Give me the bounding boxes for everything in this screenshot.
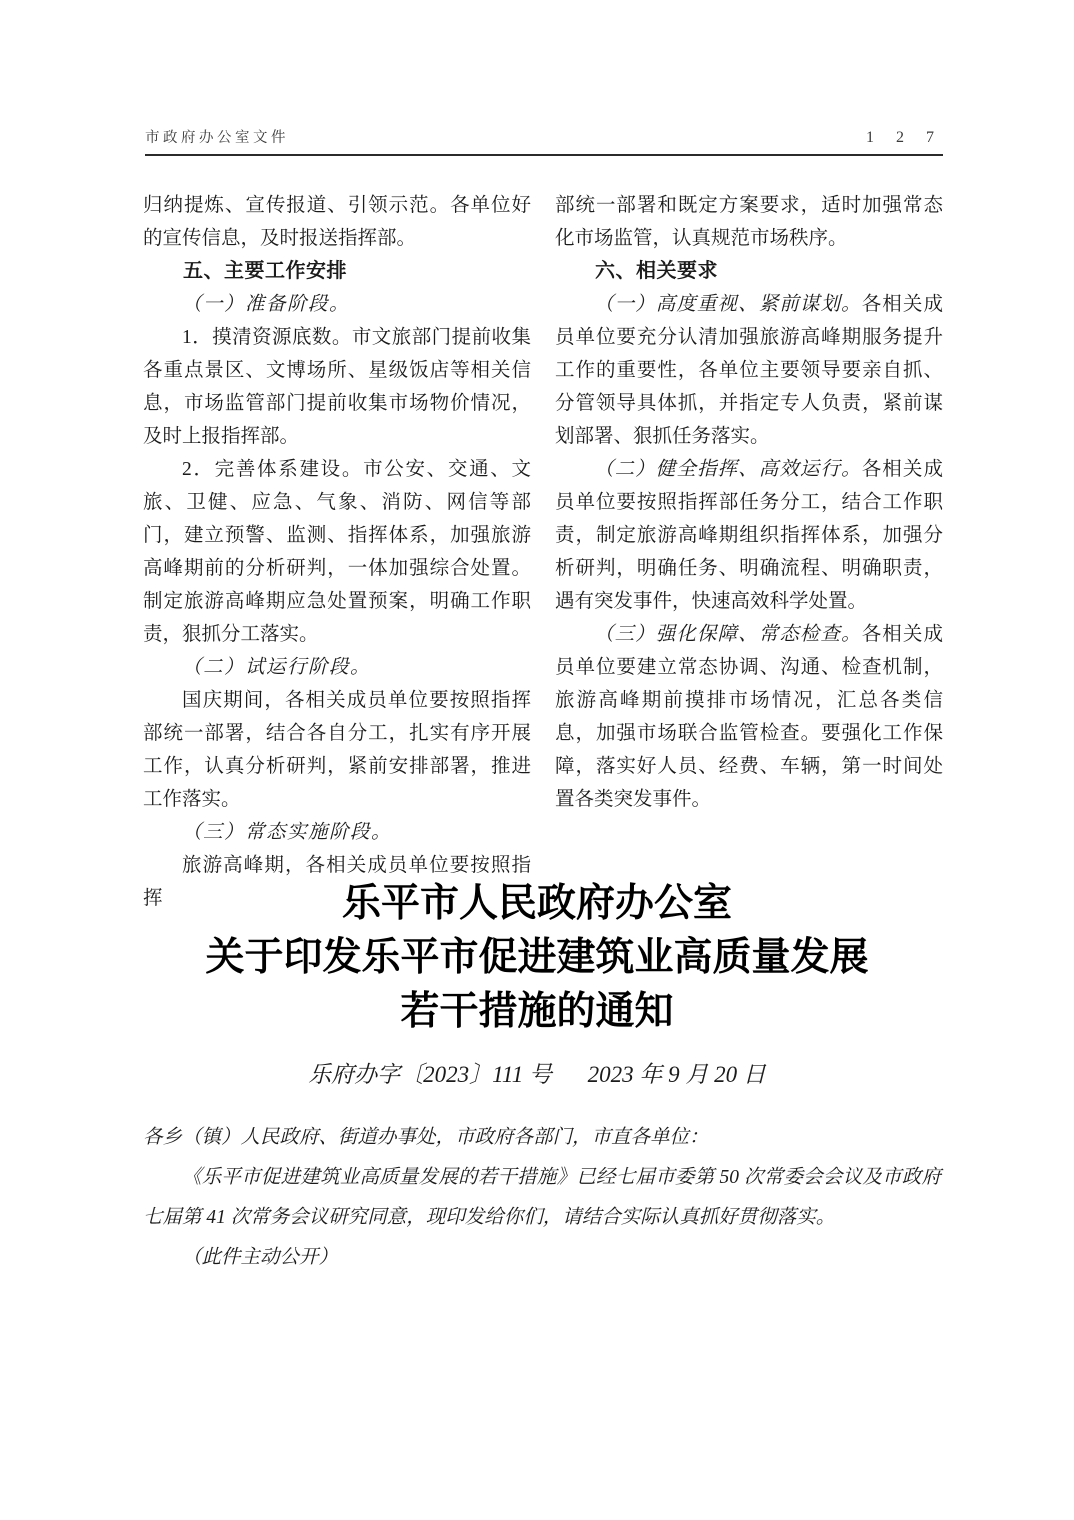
paragraph: （一）准备阶段。 <box>182 294 351 315</box>
notice-body <box>143 1118 941 1278</box>
paragraph: （一）高度重视、紧前谋划。各相关成员单位要充分认清加强旅游高峰期服务提升工作的重要性，各单位主要领导要亲自抓、分管领导具体抓，并指定专人负责，紧前谋划部署、狠抓任务落实。 <box>555 294 943 447</box>
notice-paragraph: 《乐平市促进建筑业高质量发展的若干措施》已经七届市委第 50 次常委会会议及市政府七届第 41 次常务会议研究同意，现印发给你们，请结合实际认真抓好贯彻落实。 <box>143 1167 941 1228</box>
right-column <box>555 189 943 915</box>
paragraph: 2．完善体系建设。市公安、交通、文旅、卫健、应急、气象、消防、网信等部门，建立预警、监测、指挥体系，加强旅游高峰期前的分析研判，一体加强综合处置。制定旅游高峰期应急处置预案，明确工作职责，狠抓分工落实。 <box>143 459 531 645</box>
salutation: 各乡（镇）人民政府、街道办事处，市政府各部门，市直各单位： <box>143 1127 709 1148</box>
paragraph: 旅游高峰期，各相关成员单位要按照指挥 <box>143 855 531 909</box>
publicity-note: （此件主动公开） <box>182 1247 339 1268</box>
doc-meta-line <box>0 1056 1074 1089</box>
notice-title-line-3: 若干措施的通知 <box>400 990 674 1033</box>
section-heading: 六、相关要求 <box>595 260 718 282</box>
two-column-text <box>143 189 943 915</box>
notice-title <box>0 877 1074 1039</box>
page-number: 1 2 7 <box>866 129 943 146</box>
paragraph: （二）健全指挥、高效运行。各相关成员单位要按照指挥部任务分工，结合工作职责，制定旅游高峰期组织指挥体系，加强分析研判，明确任务、明确流程、明确职责，遇有突发事件，快速高效科学处置。 <box>555 459 943 612</box>
kai-lead: （一）高度重视、紧前谋划。 <box>594 294 862 315</box>
paragraph: 归纳提炼、宣传报道、引领示范。各单位好的宣传信息，及时报送指挥部。 <box>143 195 531 249</box>
paragraph: （二）试运行阶段。 <box>182 657 372 678</box>
kai-lead: （三）强化保障、常态检查。 <box>594 624 862 645</box>
notice-title-line-1: 乐平市人民政府办公室 <box>341 882 732 925</box>
notice-title-line-2: 关于印发乐平市促进建筑业高质量发展 <box>205 936 869 979</box>
paragraph: 部统一部署和既定方案要求，适时加强常态化市场监管，认真规范市场秩序。 <box>555 195 943 249</box>
paragraph: 1．摸清资源底数。市文旅部门提前收集各重点景区、文博场所、星级饭店等相关信息，市场监管部门提前收集市场物价情况，及时上报指挥部。 <box>143 327 531 447</box>
kai-lead: （二）健全指挥、高效运行。 <box>594 459 862 480</box>
left-column <box>143 189 531 915</box>
paragraph: （三）常态实施阶段。 <box>182 822 393 843</box>
page-header <box>145 126 943 156</box>
section-heading: 五、主要工作安排 <box>183 260 347 282</box>
header-label: 市政府办公室文件 <box>145 130 289 146</box>
paragraph: 国庆期间，各相关成员单位要按照指挥部统一部署，结合各自分工，扎实有序开展工作，认真分析研判，紧前安排部署，推进工作落实。 <box>143 690 531 810</box>
paragraph: （三）强化保障、常态检查。各相关成员单位要建立常态协调、沟通、检查机制，旅游高峰期前摸排市场情况，汇总各类信息，加强市场联合监管检查。要强化工作保障，落实好人员、经费、车辆，第一时间处置各类突发事件。 <box>555 624 943 810</box>
doc-date: 2023 年 9 月 20 日 <box>587 1062 766 1087</box>
doc-number: 乐府办字〔2023〕111 号 <box>308 1062 552 1087</box>
